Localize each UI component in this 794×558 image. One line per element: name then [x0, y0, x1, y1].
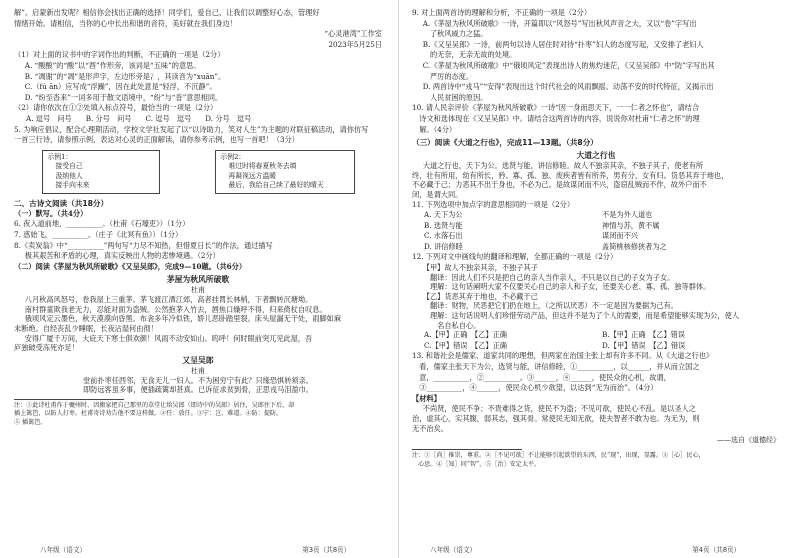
intro-text — [14, 8, 382, 29]
question-11: 11. 下列选项中加点字的意思相同的一项是（2分） — [412, 199, 575, 209]
example-title: 示例1： — [47, 152, 73, 161]
q12-line: 翻译：财物，厌恶把它们扔在地上，（之所以厌恶）不一定是因为要据为己有。 — [422, 301, 678, 311]
subsection-heading: （一）默写。（共4分） — [14, 208, 88, 218]
footnote: ⑤ 插篱笆。 — [14, 418, 47, 426]
poem-line: 安得广厦千万间，大庇天下寒士俱欢颜！风雨不动安如山。呜呼！何时眼前突兀见此屋，吾 — [24, 333, 313, 343]
footer-grade: 八年级（语文） — [40, 546, 87, 554]
material-source: ——选自《道德经》 — [717, 436, 780, 445]
passage-line: 终，壮有所用，幼有所长，矜、寡、孤、独、废疾者皆有所养，男有分，女有归。货恶其弃于地也， — [412, 170, 729, 180]
question-5: 5. 为响应倡议，配合心理期活动，学校文学社发起了以“以诗助力，笑对人生”为主题的对联征稿活动，请你仿写 — [14, 124, 369, 134]
example-boxes — [14, 150, 382, 194]
q12-line: 理解：这句话说明人们珍惜劳动产品，但这并不是为了个人的需要，而是希望能够实现为公，使人 — [422, 311, 740, 321]
example-line: 难过时将春夏秋冬去填 — [228, 162, 297, 171]
example-box-1 — [42, 150, 160, 194]
option: B. 选贤与能 — [424, 220, 463, 230]
option: A. “酸酸”的“酸”以“酉”作形旁，该词是“五味”的意思。 — [24, 60, 201, 70]
option: A.【甲】正确 【乙】正确 — [424, 330, 507, 340]
question-10: 诗文和选体现在《又呈吴郎》中。请结合这两首诗的内容，说说你对杜甫“仁者之怀”的理 — [412, 113, 700, 123]
option: A. 逗号 问号 — [26, 113, 72, 123]
question-8: 8.《卖炭翁》中“__________”两句写“力尽不知热，但惜夏日长”的作法，通过描写 — [14, 240, 273, 250]
example-line: 接受自己 — [55, 162, 83, 171]
example-line: 汲纳他人 — [55, 171, 83, 180]
footer-page: 第3页（共8页） — [302, 546, 351, 554]
option: B. “凋谢”的“凋”是形声字，左边形旁是冫，其读音为“xuān”。 — [24, 71, 226, 81]
q12-options — [412, 330, 780, 351]
intro-line: 解”。启蒙新出发呢？相信你会找出正确的选择！同学们，爱自己，让我们以调整好心态，管理好 — [14, 8, 320, 17]
option: 了秋风威力之猛。 — [422, 29, 488, 39]
option: B.【甲】正确 【乙】错误 — [602, 330, 686, 340]
question-13: 看，儒家主张天下为公，选贤与能，讲信修睦，①__________，以______，并从而立国之 — [412, 362, 700, 371]
example-line: 再凝视远方温暖 — [228, 171, 277, 180]
poem-line: 俄顷风定云墨色，秋天漠漠向昏黑。布衾多年冷似铁，娇儿恶卧踏里裂。床头屋漏无干处，雨脚如麻 — [24, 314, 342, 324]
example-line: 最后，我给自己续了最好的晴天 — [228, 181, 324, 190]
poem-line: 未断绝。自经丧乱少睡眠，长夜沾湿何由彻！ — [14, 324, 158, 334]
option: A. 天下为公 — [424, 210, 463, 220]
poem-title: 茅屋为秋风所破歌 — [166, 275, 230, 285]
option: C.《茅屋为秋风所破歌》中“俄顷风定”表现出诗人的焦灼迷茫，《又呈吴郎》中“防”字写出其 — [422, 60, 715, 70]
question-5: 一首三行诗，请参照示例，表达对心灵的正面解读，请你参考示例，也写一首吧！（3分） — [14, 135, 299, 145]
option: D. 两首诗中“戎马”“安得”表现出这个时代社会的风雨飘摇、动荡不安的时代特征，又揭示出 — [422, 82, 714, 92]
section-2-heading: 二、古诗文阅读（共18分） — [14, 198, 109, 208]
poem-line: 堂前扑枣任西邻，无食无儿一妇人。不为困穷宁有此？只缘恐惧转须亲。 — [82, 375, 313, 385]
page-footer-left — [40, 544, 350, 554]
footnote: 心思。④［知］同“智”，⑤［治］安定太平。 — [412, 460, 541, 468]
footer-grade: 八年级（语文） — [430, 546, 477, 554]
intro-line: 情绪开始。请相信，当你的心中长出和谐的音符，美好就在我们身边！ — [14, 18, 237, 28]
question-4-1: （1）对上面的议书中的字词作出的判断，不正确的一项是（2分） — [14, 50, 225, 60]
date: 2023年5月25日 — [328, 39, 382, 49]
left-column — [14, 8, 382, 427]
question-13: 13. 和谐社会是儒家、道家共同的理想，但两家在治国主张上却有许多不同。从《大道之行也》 — [412, 351, 714, 361]
example-box-2 — [215, 150, 355, 194]
option: 不是为外人道也 — [602, 210, 653, 220]
passage-line: 大道之行也，天下为公。选贤与能，讲信修睦。故人不独亲其亲，不独子其子，使老有所 — [422, 161, 704, 171]
material-heading: 【材料】 — [412, 393, 441, 403]
poem-line: 八月秋高风怒号，卷我屋上三重茅。茅飞渡江洒江郊，高者挂罥长林梢，下者飘转沉塘坳。 — [24, 295, 313, 305]
page-footer-right — [430, 544, 740, 554]
poem-line: 庐独破受冻死亦足！ — [14, 343, 79, 353]
option: 盖简桃核修狭者为之 — [602, 241, 667, 251]
option: 神情与苏，黄不属 — [602, 220, 660, 230]
option: D. 分号 逗号 — [205, 113, 252, 123]
poem-line: 即防远客虽多事，便插疏篱却甚真。已诉征求贫到骨，正思戎马泪盈巾。 — [82, 385, 313, 395]
option: B. 分号 问号 — [85, 113, 132, 123]
option: 的无奈，无亲无故的处境。 — [422, 50, 517, 60]
option: C.（fú ān）应写成“浮躁”，因在此处意是“轻浮，不沉静”。 — [24, 82, 217, 92]
question-9: 9. 对上面两首诗的理解和分析，不正确的一项是（2分） — [412, 8, 592, 17]
option: D. “纷至沓来”一词多用于散文语境中，“纷”与“沓”意思相同。 — [24, 92, 223, 102]
option: B.《又呈吴郎》一诗，前两句以诗人居住时对待“扑枣”妇人的态度写起，又安排了老妇人 — [422, 39, 704, 49]
option: C. 逗号 逗号 — [145, 113, 192, 123]
poem-title: 又呈吴郎 — [182, 355, 214, 365]
footnote: 注：①［尚］推崇，尊重。②［不见可欲］不让能够引起欲望的东西，民“现”，出现，显露。③［心］民心， — [412, 452, 705, 460]
poem-line: 南村群童欺我老无力，忍能对面为盗贼。公然抱茅入竹去，唇焦口燥呼不得，归来倚杖自叹息。 — [24, 304, 327, 314]
footnote-rule — [14, 399, 124, 400]
question-6: 6. 夜入道前地，__________。（杜甫《石壕吏》）（1分） — [14, 219, 190, 229]
q12-line: 翻译：因此人们不只是把自己的亲人当作亲人，不只是以自己的子女为子女。 — [422, 272, 675, 282]
right-column — [412, 8, 780, 469]
question-7: 7. 惑始飞，__________。（庄子《北冥有鱼》）（1分） — [14, 229, 183, 239]
option: D.【甲】错误 【乙】错误 — [602, 340, 686, 350]
footer-page: 第4页（共8页） — [692, 546, 741, 554]
q11-options — [412, 210, 780, 252]
question-10: 10. 请人民亲评价《茅屋为秋风所破歌》一诗“因一身而思天下，一一仁者之怀也”，请结合 — [412, 103, 700, 113]
material-line: 治，虚其心，实其腹，弱其志，强其骨。常使民无知无欲，使夫智者不敢为也。为无为，则 — [412, 413, 700, 423]
option: 严厉的态度。 — [422, 71, 474, 81]
poem-author: 杜甫 — [191, 286, 205, 295]
passage-line: 不必藏于己；力恶其不出于身也，不必为己。是故谋闭而不兴，盗窃乱贼而不作，故外户而不 — [412, 180, 707, 190]
passage-line: 闭，是谓大同。 — [412, 189, 463, 199]
q12-line: 理解：这句话阐明大家不仅要关心自己的亲人和子女，还要关心老、寡、孤、独等群体。 — [422, 282, 711, 292]
question-13: 意，__________，②__________。③______，④______，使民众的心机，故谓， — [412, 372, 671, 382]
option: C. 水落石出 — [424, 231, 463, 241]
question-10: 解。（4分） — [412, 124, 457, 134]
example-title: 示例2： — [220, 152, 246, 161]
signature: “心灵港湾”工作室 — [324, 29, 382, 39]
question-4-2: （2）请你依次在①②处填入标点符号，最恰当的一项是（2分） — [14, 103, 218, 113]
poem-author: 杜甫 — [191, 366, 205, 375]
option: D. 讲信修睦 — [424, 241, 463, 251]
q12-line: 【甲】故人不独亲其亲，不独子其子 — [422, 263, 538, 273]
section-3-heading: （三）阅读《大道之行也》，完成11—13题。（共8分） — [412, 138, 598, 148]
question-12: 12. 下列对文中画线句的翻译和理解，全都正确的一项是（2分） — [412, 252, 618, 262]
subsection-heading: （二）阅读《茅屋为秋风所破歌》《又呈吴郎》，完成9—10题。（共6分） — [14, 261, 247, 271]
footnote: 插上篱笆，以防人打枣。杜甫寄诗劝告他不要这样做。②任：放任。③宁：岂，难道。④防：提防， — [14, 410, 283, 418]
question-8: 极其艰苦和矛盾的心理，真实反映出人物的悲惨境遇。（2分） — [24, 251, 220, 261]
page-fold — [398, 0, 399, 558]
q12-line: 【乙】货恶其弃于地也，不必藏于己 — [422, 291, 538, 301]
q4-2-options — [14, 114, 382, 125]
option: A.《茅屋为秋风所破歌》一诗，开篇即以“风怒号”写出秋风声音之大，又以“卷”字写出 — [422, 18, 697, 28]
option: C.【甲】错误 【乙】正确 — [424, 340, 507, 350]
question-13: ③__________，④______，使民众心机少欲望，以达到“无为而治”。（4分） — [412, 383, 658, 393]
option: 人民贫困的原因。 — [422, 92, 488, 102]
passage-title: 大道之行也 — [576, 151, 616, 161]
example-line: 接手向未来 — [55, 181, 90, 190]
option: 谋闭而不兴 — [602, 231, 638, 241]
material-line: 无不治矣。 — [412, 423, 448, 433]
q12-line: 名自私自心。 — [422, 320, 481, 330]
material-line: 不尚贤，使民不争；不贵难得之货，使民不为盗；不见可欲，使民心不乱。是以圣人之 — [422, 404, 696, 414]
footnote-rule — [412, 449, 522, 450]
footnote: 注：①此诗杜甫作于夔州时，因搬家把自己那里的草堂让给吴郎（即诗中的吴郎）居住，吴郎住下后，却 — [14, 402, 295, 410]
